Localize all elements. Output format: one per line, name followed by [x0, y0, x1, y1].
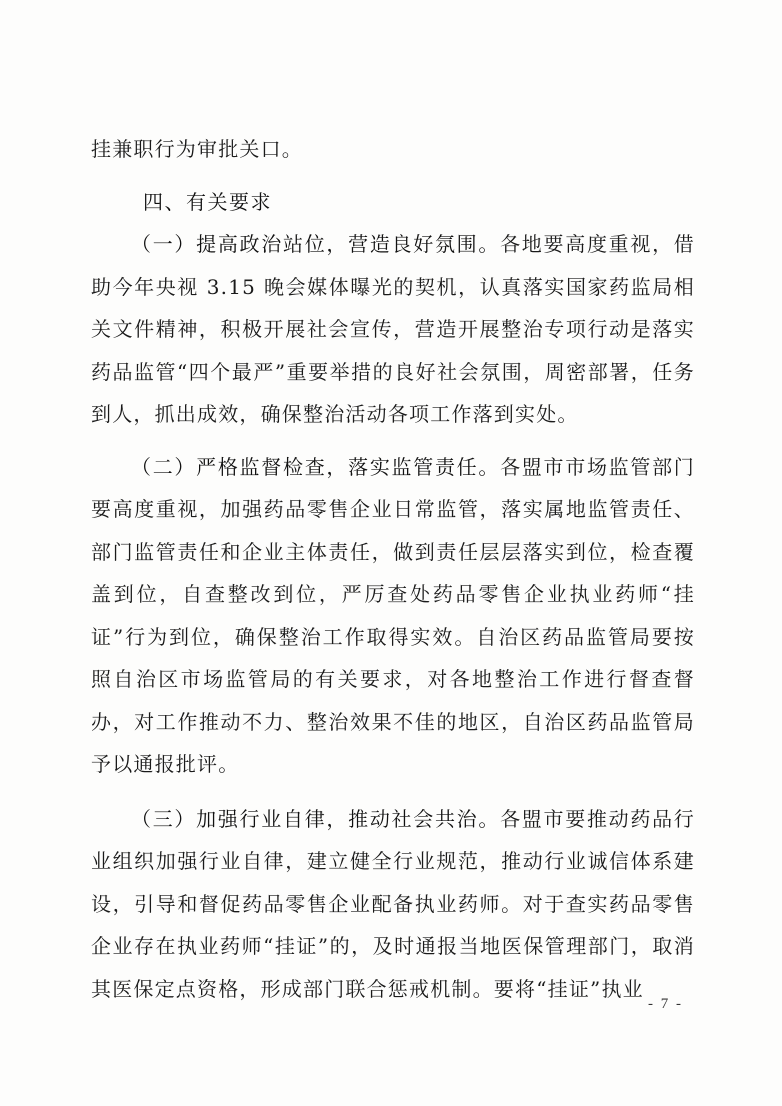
spacer: [91, 436, 695, 446]
spacer: [91, 171, 695, 181]
paragraph-lead: （二）严格监督检查，落实监管责任。: [131, 454, 501, 479]
paragraph-requirement-1: [91, 223, 695, 436]
page-number: - 7 -: [648, 996, 683, 1012]
spacer: [91, 786, 695, 798]
paragraph-continuation: 挂兼职行为审批关口。: [91, 137, 303, 161]
paragraph-text: 各盟市市场监管部门要高度重视，加强药品零售企业日常监管，落实属地监管责任、部门监管责任和企业主体责任，做到责任层层落实到位，检查覆盖到位，自查整改到位，严厉查处药品零售企业执业药师“挂证”行为到位，确保整治工作取得实效。自治区药品监管局要按照自治区市场监管局的有关要求，对各地整治工作进行督查督办，对工作推动不力、整治效果不佳的地区，自治区药品监管局予以通报批评。: [91, 454, 695, 776]
section-heading: 四、有关要求: [143, 189, 272, 214]
paragraph-requirement-2: [91, 446, 695, 786]
paragraph-requirement-3: [91, 798, 695, 1011]
paragraph-text: 各地要高度重视，借助今年央视 3.15 晚会媒体曝光的契机，认真落实国家药监局相关文件精神，积极开展社会宣传，营造开展整治专项行动是落实药品监管“四个最严”重要举措的良好社会氛围，周密部署，任务到人，抓出成效，确保整治活动各项工作落到实处。: [91, 232, 695, 426]
paragraph-text: 各盟市要推动药品行业组织加强行业自律，建立健全行业规范，推动行业诚信体系建设，引导和督促药品零售企业配备执业药师。对于查实药品零售企业存在执业药师“挂证”的，及时通报当地医保管理部门，取消其医保定点资格，形成部门联合惩戒机制。要将“挂证”执业: [91, 806, 695, 1001]
paragraph-lead: （三）加强行业自律，推动社会共治。: [131, 806, 501, 831]
document-body: [91, 128, 695, 1010]
paragraph-lead: （一）提高政治站位，营造良好氛围。: [131, 232, 501, 256]
